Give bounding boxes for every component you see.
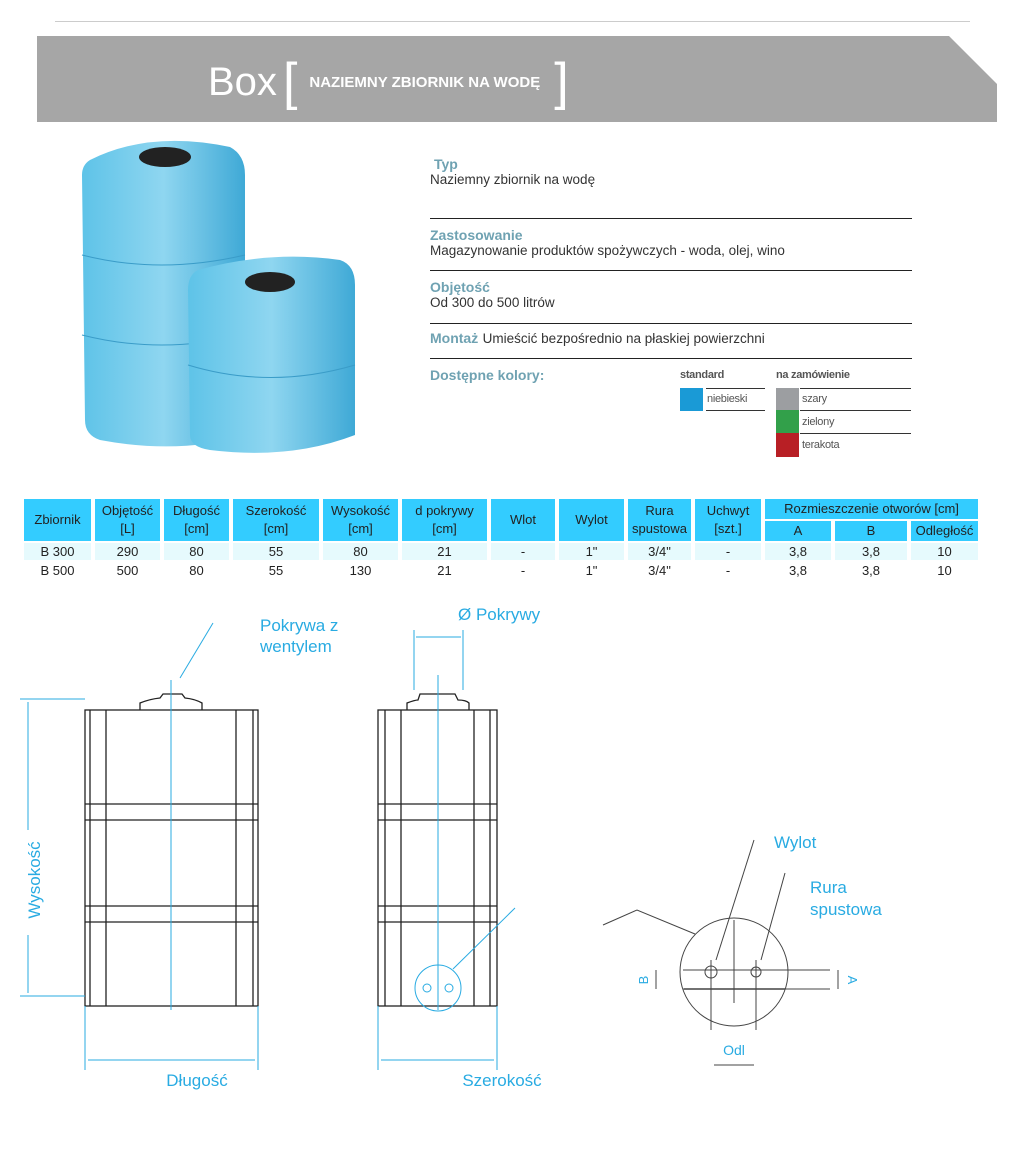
table-cell: B 300 <box>24 543 91 560</box>
table-cell: - <box>491 543 555 560</box>
col-header: A <box>765 521 831 541</box>
dimension-lines <box>20 623 515 1070</box>
divider <box>800 410 911 411</box>
page-title <box>208 52 575 112</box>
bracket-open: [ <box>282 53 298 111</box>
divider <box>430 323 912 324</box>
col-header: Wylot <box>559 499 624 541</box>
info-volume <box>430 279 912 310</box>
divider <box>706 388 765 389</box>
brand-name: Box <box>208 60 277 104</box>
col-header: B <box>835 521 907 541</box>
table-cell: 1" <box>559 543 624 560</box>
standard-label: standard <box>680 369 725 381</box>
divider <box>430 218 912 219</box>
col-header: d pokrywy [cm] <box>402 499 487 541</box>
table-cell: 3,8 <box>835 543 907 560</box>
swatch-grey <box>776 388 799 410</box>
col-header: Zbiornik <box>24 499 91 541</box>
col-header: Rura spustowa <box>628 499 691 541</box>
col-header: Objętość [L] <box>95 499 160 541</box>
col-header: Uchwyt [szt.] <box>695 499 761 541</box>
color-name: niebieski <box>707 393 748 405</box>
table-cell: 80 <box>164 543 229 560</box>
divider <box>706 410 765 411</box>
col-header: Wlot <box>491 499 555 541</box>
table-cell: 55 <box>268 563 284 578</box>
height-label: Wysokość <box>25 841 44 919</box>
table-cell: 10 <box>911 543 978 560</box>
on-order-label: na zamówienie <box>776 369 850 381</box>
table-cell: 1" <box>585 563 598 578</box>
type-value: Naziemny zbiornik na wodę <box>430 172 596 187</box>
table-cell: 80 <box>189 563 204 578</box>
product-image <box>70 135 370 465</box>
mounting-label: Montaż <box>430 330 479 346</box>
table-cell: 3/4" <box>628 543 691 560</box>
type-label: Typ <box>434 156 458 172</box>
application-label: Zastosowanie <box>430 227 523 243</box>
outlet-label: Wylot <box>774 833 817 852</box>
drain-label: Rura <box>810 878 847 897</box>
table-cell: 21 <box>437 563 452 578</box>
table-cell: 10 <box>937 563 952 578</box>
volume-value: Od 300 do 500 litrów <box>430 295 555 310</box>
distance-label: Odl <box>723 1042 745 1058</box>
col-header: Szerokość [cm] <box>233 499 319 541</box>
bracket-close: ] <box>554 53 569 111</box>
table-cell: B 500 <box>40 563 75 578</box>
mounting-value: Umieścić bezpośrednio na płaskiej powierzchni <box>482 331 765 346</box>
divider <box>800 388 911 389</box>
color-name: terakota <box>802 439 840 451</box>
application-value: Magazynowanie produktów spożywczych - woda, olej, wino <box>430 243 785 258</box>
colors-label: Dostępne kolory: <box>430 367 545 383</box>
volume-label: Objętość <box>430 279 490 295</box>
col-header: Odległość <box>911 521 978 541</box>
col-header: Wysokość [cm] <box>323 499 398 541</box>
group-header: Rozmieszczenie otworów [cm] <box>765 499 978 519</box>
dim-b-label: B <box>636 975 651 985</box>
table-cell: 3/4" <box>648 563 671 578</box>
technical-drawing <box>0 590 1020 1159</box>
table-cell: 500 <box>116 563 139 578</box>
table-cell: 290 <box>95 543 160 560</box>
col-header: Długość [cm] <box>164 499 229 541</box>
detail-view <box>603 840 838 1065</box>
color-name: szary <box>802 393 827 405</box>
table-row <box>24 562 978 579</box>
product-subtitle: NAZIEMNY ZBIORNIK NA WODĘ <box>309 74 541 91</box>
table-header-row <box>24 499 978 519</box>
drain-label: spustowa <box>810 900 882 919</box>
swatch-terracotta <box>776 433 799 457</box>
swatch-blue <box>680 388 703 411</box>
table-cell: - <box>695 543 761 560</box>
table-cell: - <box>520 563 526 578</box>
table-cell: 3,8 <box>861 563 881 578</box>
info-type <box>430 156 912 187</box>
divider <box>800 433 911 434</box>
color-name: zielony <box>802 416 835 428</box>
table-cell: 3,8 <box>788 563 808 578</box>
dim-a-label: A <box>845 975 860 985</box>
table-cell: 3,8 <box>765 543 831 560</box>
spec-table <box>20 497 982 581</box>
table-row <box>24 543 978 560</box>
table-cell: 21 <box>402 543 487 560</box>
length-label: Długość <box>166 1071 228 1090</box>
divider <box>430 358 912 359</box>
divider <box>430 270 912 271</box>
table-cell: 80 <box>323 543 398 560</box>
table-cell: 55 <box>233 543 319 560</box>
info-mounting <box>430 330 912 348</box>
top-divider <box>55 21 970 22</box>
lid-label: wentylem <box>260 637 332 656</box>
lid-diameter-label: Ø Pokrywy <box>458 605 541 624</box>
info-application <box>430 227 912 258</box>
table-cell: 130 <box>349 563 372 578</box>
swatch-green <box>776 410 799 433</box>
table-cell: - <box>725 563 731 578</box>
lid-label: Pokrywa z <box>260 616 339 635</box>
width-label: Szerokość <box>462 1071 542 1090</box>
